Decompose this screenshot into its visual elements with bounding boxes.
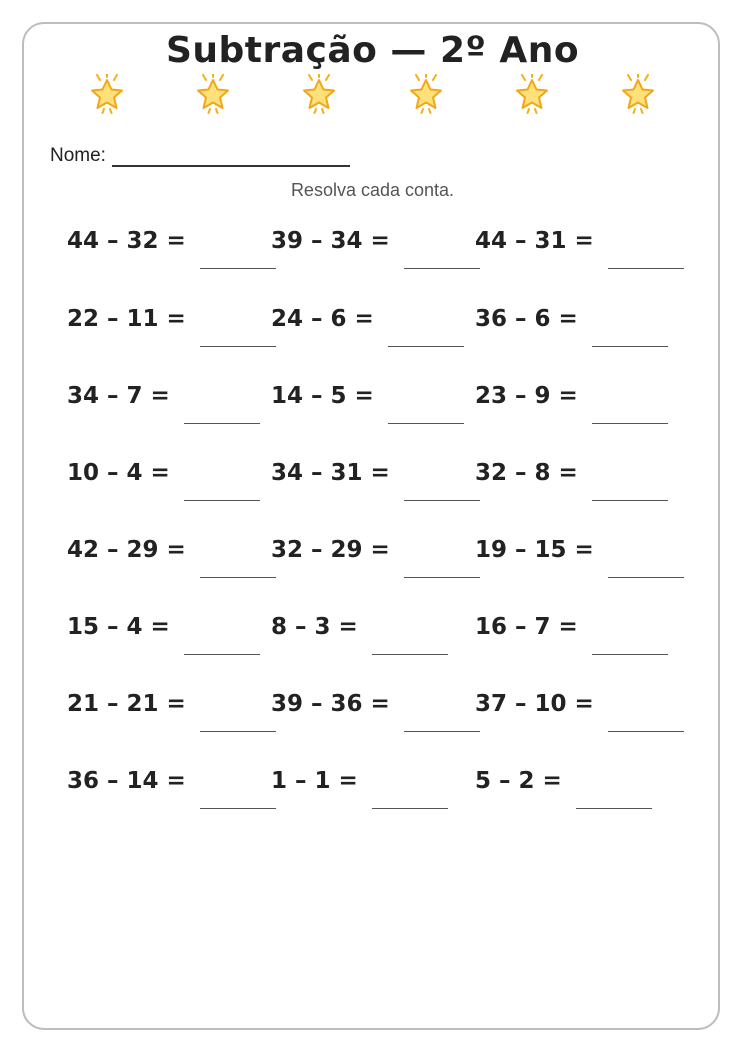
answer-line[interactable] bbox=[184, 654, 260, 655]
answer-line[interactable] bbox=[608, 731, 684, 732]
answer-line[interactable] bbox=[404, 577, 480, 578]
problem-text: 32 – 29 = bbox=[271, 537, 390, 563]
name-field-row bbox=[50, 145, 350, 167]
instructions-text: Resolva cada conta. bbox=[290, 180, 455, 200]
problem-text: 36 – 14 = bbox=[67, 768, 186, 794]
problem-text: 5 – 2 = bbox=[475, 768, 562, 794]
problem-text: 42 – 29 = bbox=[67, 537, 186, 563]
problem-text: 14 – 5 = bbox=[271, 383, 374, 409]
answer-line[interactable] bbox=[404, 268, 480, 269]
problem-text: 44 – 31 = bbox=[475, 228, 594, 254]
answer-line[interactable] bbox=[592, 654, 668, 655]
answer-line[interactable] bbox=[592, 346, 668, 347]
answer-line[interactable] bbox=[184, 500, 260, 501]
answer-line[interactable] bbox=[404, 500, 480, 501]
answer-line[interactable] bbox=[592, 500, 668, 501]
problem-text: 23 – 9 = bbox=[475, 383, 578, 409]
answer-line[interactable] bbox=[184, 423, 260, 424]
star-decoration-row bbox=[0, 74, 745, 120]
star-icon bbox=[408, 74, 444, 114]
answer-line[interactable] bbox=[200, 577, 276, 578]
problem-text: 34 – 31 = bbox=[271, 460, 390, 486]
answer-line[interactable] bbox=[200, 731, 276, 732]
star-icon bbox=[620, 74, 656, 114]
problem-text: 32 – 8 = bbox=[475, 460, 578, 486]
answer-line[interactable] bbox=[388, 346, 464, 347]
answer-line[interactable] bbox=[372, 654, 448, 655]
problem-text: 34 – 7 = bbox=[67, 383, 170, 409]
problem-text: 39 – 34 = bbox=[271, 228, 390, 254]
answer-line[interactable] bbox=[608, 268, 684, 269]
problem-text: 24 – 6 = bbox=[271, 306, 374, 332]
answer-line[interactable] bbox=[200, 268, 276, 269]
answer-line[interactable] bbox=[608, 577, 684, 578]
problem-text: 16 – 7 = bbox=[475, 614, 578, 640]
worksheet-frame bbox=[22, 22, 720, 1030]
answer-line[interactable] bbox=[200, 346, 276, 347]
problem-text: 15 – 4 = bbox=[67, 614, 170, 640]
problem-text: 36 – 6 = bbox=[475, 306, 578, 332]
answer-line[interactable] bbox=[404, 731, 480, 732]
problem-text: 37 – 10 = bbox=[475, 691, 594, 717]
problem-text: 39 – 36 = bbox=[271, 691, 390, 717]
problem-text: 19 – 15 = bbox=[475, 537, 594, 563]
star-icon bbox=[301, 74, 337, 114]
star-icon bbox=[514, 74, 550, 114]
star-icon bbox=[89, 74, 125, 114]
answer-line[interactable] bbox=[388, 423, 464, 424]
name-blank-line[interactable] bbox=[112, 147, 350, 167]
problem-text: 44 – 32 = bbox=[67, 228, 186, 254]
answer-line[interactable] bbox=[200, 808, 276, 809]
page-title: Subtração — 2º Ano bbox=[165, 30, 580, 71]
problem-text: 10 – 4 = bbox=[67, 460, 170, 486]
name-label: Nome: bbox=[50, 145, 106, 166]
problem-text: 8 – 3 = bbox=[271, 614, 358, 640]
answer-line[interactable] bbox=[592, 423, 668, 424]
problem-text: 22 – 11 = bbox=[67, 306, 186, 332]
star-icon bbox=[195, 74, 231, 114]
problem-text: 1 – 1 = bbox=[271, 768, 358, 794]
answer-line[interactable] bbox=[576, 808, 652, 809]
problem-text: 21 – 21 = bbox=[67, 691, 186, 717]
answer-line[interactable] bbox=[372, 808, 448, 809]
